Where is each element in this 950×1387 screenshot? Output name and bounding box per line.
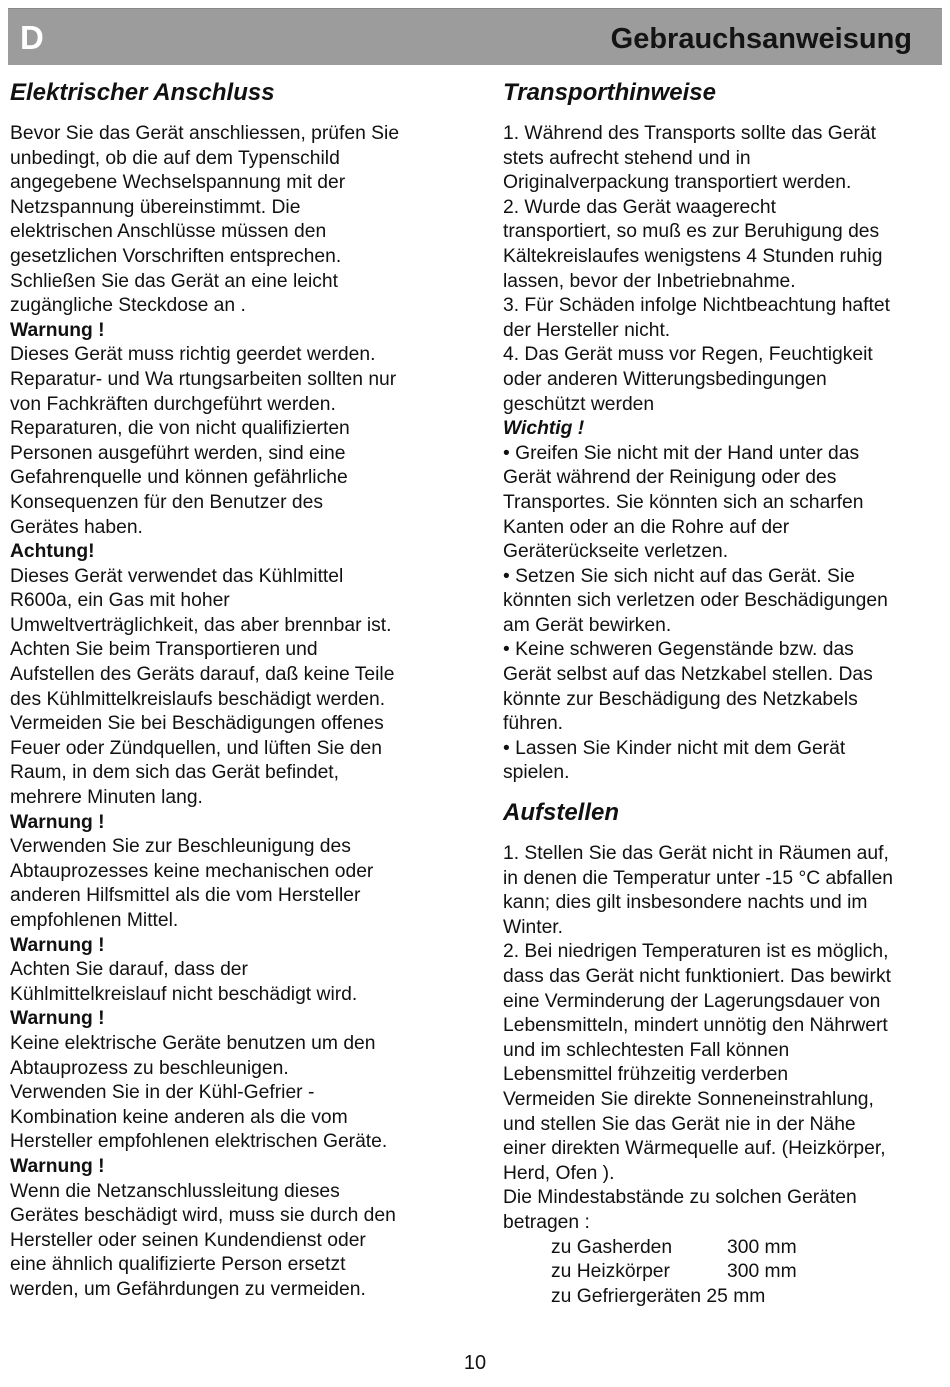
text-line: werden, um Gefährdungen zu vermeiden. [10,1278,366,1300]
text-line: oder anderen Witterungsbedingungen [503,368,827,390]
text-line: Kanten oder an die Rohre auf der [503,516,790,538]
warning-label: Warnung ! [10,1008,105,1030]
text-line: Konsequenzen für den Benutzer des [10,491,324,513]
text-line: betragen : [503,1211,590,1233]
text-line: Lebensmitteln, mindert unnötig den Nährwert [503,1015,888,1037]
text-line: Herd, Ofen ). [503,1162,615,1184]
text-line: R600a, ein Gas mit hoher [10,590,230,612]
text-line: Raum, in dem sich das Gerät befindet, [10,762,340,784]
distance-value: 25 mm [706,1285,766,1307]
text-line: des Kühlmittelkreislaufs beschädigt werden. [10,688,386,710]
text-line: 1. Während des Transports sollte das Gerät [503,123,876,144]
text-line: transportiert, so muß es zur Beruhigung des [503,221,880,243]
transport-text [503,122,943,786]
text-line: Transportes. Sie könnten sich an scharfen [503,491,864,513]
text-line: Dieses Gerät verwendet das Kühlmittel [10,565,344,587]
text-line: Vermeiden Sie direkte Sonneneinstrahlung, [503,1088,874,1110]
text-line: zugängliche Steckdose an . [10,295,246,317]
text-line: Personen ausgeführt werden, sind eine [10,442,346,464]
text-line: Aufstellen des Geräts darauf, daß keine Teile [10,664,395,686]
distance-row [503,1260,943,1285]
text-line: Gefahrenquelle und können gefährliche [10,467,348,489]
text-line: führen. [503,713,564,735]
text-line: Wenn die Netzanschlussleitung dieses [10,1180,340,1202]
text-line: Hersteller oder seinen Kundendienst oder [10,1229,366,1251]
text-line: Bevor Sie das Gerät anschliessen, prüfen Sie [10,123,400,144]
section-heading-electrical: Elektrischer Anschluss [10,79,275,106]
left-column [10,78,480,1303]
text-line: Abtauprozesses keine mechanischen oder [10,860,374,882]
section-heading-setup: Aufstellen [503,799,620,827]
text-line: Verwenden Sie zur Beschleunigung des [10,836,351,858]
text-line: Gerät selbst auf das Netzkabel stellen. Das [503,664,873,686]
text-line: Achten Sie beim Transportieren und [10,639,318,661]
document-title: Gebrauchsanweisung [610,23,912,55]
text-line: Kühlmittelkreislauf nicht beschädigt wird. [10,983,358,1005]
bullet-line: • Keine schweren Gegenstände bzw. das [503,639,854,661]
text-line: Gerätes beschädigt wird, muss sie durch den [10,1205,396,1227]
text-line: Hersteller empfohlenen elektrischen Geräte. [10,1131,388,1153]
attention-label: Achtung! [10,541,95,563]
text-line: in denen die Temperatur unter -15 °C abfallen [503,867,894,889]
warning-label: Warnung ! [10,811,105,833]
text-line: stets aufrecht stehend und in [503,147,751,169]
text-line: Gerät während der Reinigung oder des [503,467,837,489]
text-line: Gerätes haben. [10,516,143,538]
text-line: Kältekreislaufes wenigstens 4 Stunden ruhig [503,245,883,267]
text-line: 2. Wurde das Gerät waagerecht [503,196,776,218]
warning-label: Warnung ! [10,319,105,341]
text-line: unbedingt, ob die auf dem Typenschild [10,147,340,169]
text-line: könnte zur Beschädigung des Netzkabels [503,688,858,710]
text-line: der Hersteller nicht. [503,319,671,341]
text-line: empfohlenen Mittel. [10,910,179,931]
right-column [503,78,943,1309]
text-line: 1. Stellen Sie das Gerät nicht in Räumen auf, [503,843,889,865]
text-line: kann; dies gilt insbesondere nachts und im [503,892,868,914]
text-line: Verwenden Sie in der Kühl-Gefrier - [10,1082,315,1104]
text-line: Abtauprozess zu beschleunigen. [10,1057,289,1079]
text-line: 4. Das Gerät muss vor Regen, Feuchtigkeit [503,344,873,366]
text-line: anderen Hilfsmittel als die vom Hersteller [10,885,361,907]
text-line: und stellen Sie das Gerät nie in der Nähe [503,1113,856,1135]
text-line: Originalverpackung transportiert werden. [503,172,852,194]
bullet-line: • Lassen Sie Kinder nicht mit dem Gerät [503,737,846,759]
text-line: Achten Sie darauf, dass der [10,959,248,981]
text-line: Die Mindestabstände zu solchen Geräten [503,1187,857,1209]
text-line: gesetzlichen Vorschriften entsprechen. [10,245,342,267]
text-line: geschützt werden [503,393,655,415]
language-code: D [20,19,44,56]
section-heading-transport: Transporthinweise [503,79,716,106]
text-line: am Gerät bewirken. [503,614,672,636]
text-line: 2. Bei niedrigen Temperaturen ist es möglich, [503,941,889,963]
text-line: Keine elektrische Geräte benutzen um den [10,1032,376,1054]
distance-label: zu Gefriergeräten [551,1285,702,1307]
text-line: 3. Für Schäden infolge Nichtbeachtung haftet [503,295,890,317]
text-line: angegebene Wechselspannung mit der [10,172,346,194]
important-label: Wichtig ! [503,418,585,440]
text-line: eine Verminderung der Lagerungsdauer von [503,990,881,1012]
bullet-line: • Greifen Sie nicht mit der Hand unter das [503,442,860,464]
page-number: 10 [463,1352,487,1374]
text-line: Geräterückseite verletzen. [503,541,729,563]
electrical-text [10,122,480,1303]
setup-text [503,842,943,1309]
text-line: von Fachkräften durchgeführt werden. [10,393,336,415]
header-bar [8,8,942,65]
warning-label: Warnung ! [10,934,105,956]
text-line: lassen, bevor der Inbetriebnahme. [503,270,796,292]
text-line: könnten sich verletzen oder Beschädigungen [503,590,888,612]
text-line: Reparatur- und Wa rtungsarbeiten sollten nur [10,368,397,390]
text-line: mehrere Minuten lang. [10,787,203,809]
text-line: Vermeiden Sie bei Beschädigungen offenes [10,713,384,735]
distance-value: 300 mm [727,1261,797,1283]
distance-label: zu Heizkörper [551,1261,670,1283]
text-line: Lebensmittel frühzeitig verderben [503,1064,789,1086]
distance-label: zu Gasherden [551,1236,673,1258]
text-line: dass das Gerät nicht funktioniert. Das bewirkt [503,966,891,987]
text-line: Reparaturen, die von nicht qualifizierten [10,418,350,440]
text-line: Umweltverträglichkeit, das aber brennbar ist. [10,614,392,636]
text-line: spielen. [503,762,570,784]
distance-row [503,1236,943,1261]
text-line: einer direkten Wärmequelle auf. (Heizkörper, [503,1138,886,1160]
text-line: Feuer oder Zündquellen, und lüften Sie den [10,737,382,759]
text-line: Dieses Gerät muss richtig geerdet werden. [10,344,376,366]
section-spacer [503,786,943,798]
distance-value: 300 mm [727,1236,797,1258]
text-line: Schließen Sie das Gerät an eine leicht [10,270,338,292]
text-line: Winter. [503,916,563,938]
text-line: Kombination keine anderen als die vom [10,1106,348,1128]
distance-row [503,1285,943,1310]
text-line: eine ähnlich qualifizierte Person ersetzt [10,1254,346,1276]
bullet-line: • Setzen Sie sich nicht auf das Gerät. Sie [503,565,855,587]
warning-label: Warnung ! [10,1155,105,1177]
text-line: und im schlechtesten Fall können [503,1039,790,1061]
text-line: Netzspannung übereinstimmt. Die [10,196,301,218]
text-line: elektrischen Anschlüsse müssen den [10,221,327,243]
